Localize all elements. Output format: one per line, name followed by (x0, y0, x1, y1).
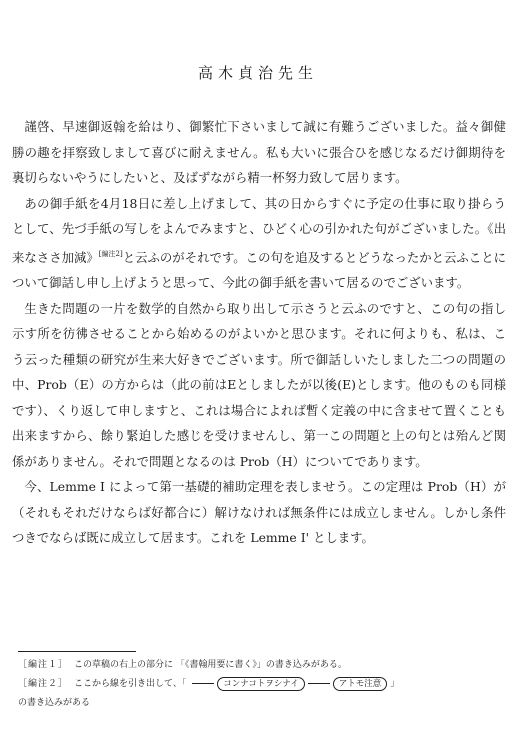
note-text: の書き込みがある。 (265, 660, 347, 670)
note-text: 」 (390, 679, 400, 689)
page-title: 高木貞治先生 (197, 64, 318, 82)
note-tag: ［編注２］ (18, 679, 69, 689)
letter-body (12, 114, 506, 551)
paragraph-4 (12, 474, 506, 551)
paragraph-2 (12, 191, 506, 296)
paragraph-text: と云ふのがそれです。この句を追及するとどうなったかと云ふことについて御話し申し上げようと思って、今此の御手紙を書いて居るのでございます。 (12, 249, 507, 290)
paragraph-1 (12, 114, 506, 191)
circled-annotation: アトモ注意 (333, 677, 388, 691)
connector-line (192, 683, 214, 684)
paragraph-3 (12, 296, 506, 475)
paragraph-text: あの御手紙を4月18日に差し上げまして、其の日からすぐに予定の仕事に取り掛らうとして、先づ手紙の写しをよんでみますと、ひどく心の引かれた句がございました。《出来なささ加減》 (12, 195, 506, 265)
note-quote: 「《書翰用要に書く》」 (175, 660, 266, 670)
paragraph-text: 今、Lemme I によって第一基礎的補助定理を表しませう。この定理は Prob（H）が（それもそれだけならば好都合に）解けなければ無条件には成立しません。しかし条件つきでならば既に成立して居ます。これを Lemme I' とします。 (12, 479, 506, 545)
editor-notes (18, 656, 506, 713)
footnote-divider (18, 651, 136, 652)
note-text: ここから線を引き出して、「 (74, 679, 187, 689)
circled-annotation: コンナコトヲシナイ (217, 677, 305, 691)
paragraph-text: 謹啓、早速御返翰を給はり、御繁忙下さいまして誠に有難うございました。益々御健勝の趣を拝察致しまして喜びに耐えません。私も大いに張合ひを感じなるだけ御期待を裏切らないやうにしたいと、及ばずながら精一杯努力致して居ります。 (12, 119, 506, 185)
paragraph-text: 生きた問題の一片を数学的自然から取り出して示さうと云ふのですと、この句の指し示す所を彷彿させることから始めるのがよいかと思ひます。それに何よりも、私は、こう云った種類の研究が生来大好きでございます。所で御話しいたしました二つの問題の中、Prob（E）の方からは（此の前はEとしましたが以後(E)とします。他のものも同様です）、くり返して申しますと、これは場合によれば暫く定義の中に含ませて置くことも出来ますから、餘り緊迫した感じを受けませんし、第一この問題と上の句とは殆んど関係がありません。それで問題となるのは Prob（H）についてであります。 (12, 300, 506, 469)
editor-note-reference: [編注2] (98, 249, 123, 258)
editor-note-2-continuation (18, 694, 506, 713)
editor-note-2 (18, 675, 506, 694)
note-text: の書き込みがある (18, 698, 91, 708)
editor-note-1 (18, 656, 506, 675)
connector-line (308, 683, 330, 684)
note-text: この草稿の右上の部分に (74, 660, 174, 670)
note-tag: ［編注１］ (18, 660, 69, 670)
